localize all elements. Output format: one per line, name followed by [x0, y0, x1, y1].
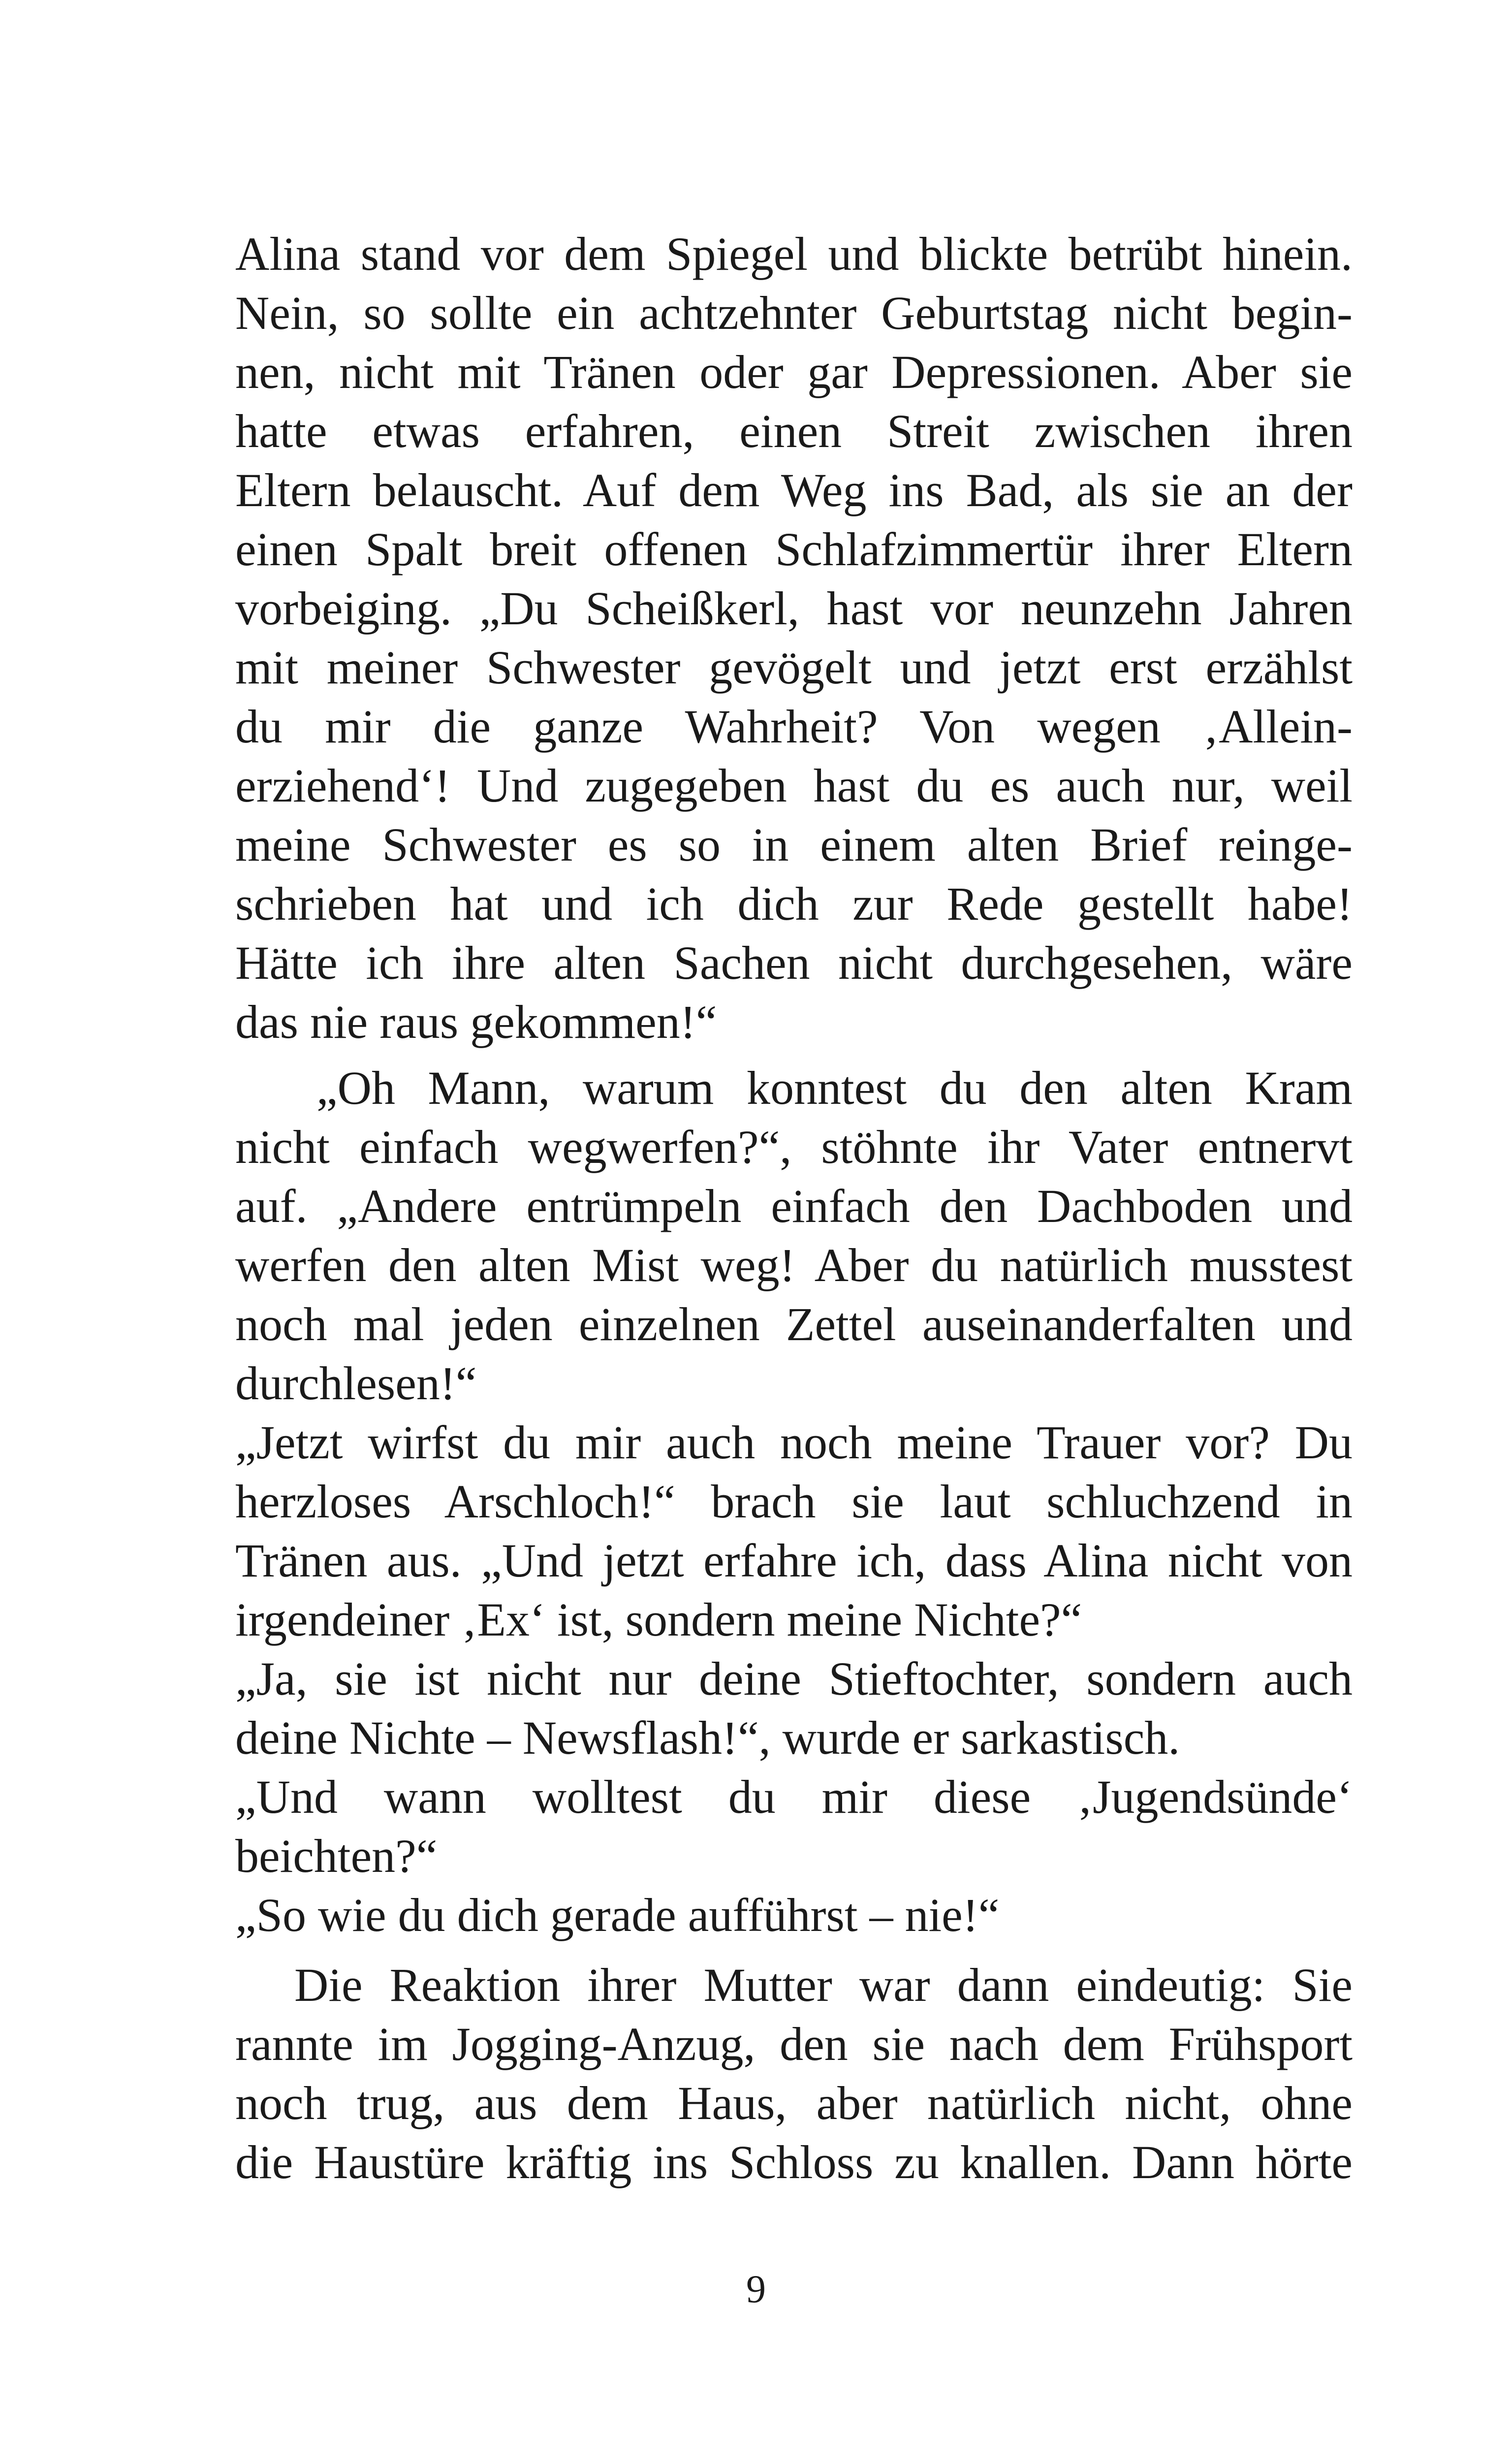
text-line: einen Spalt breit offenen Schlafzimmertür ihrer Eltern — [235, 523, 1353, 576]
text-line: durchlesen!“ — [235, 1357, 477, 1410]
text-line: Nein, so sollte ein achtzehnter Geburtstag nicht begin- — [235, 287, 1353, 339]
text-line: erziehend‘! Und zugegeben hast du es auch nur, weil — [235, 759, 1353, 812]
page-number: 9 — [746, 2268, 766, 2311]
text-line: Eltern belauscht. Auf dem Weg ins Bad, als sie an der — [235, 464, 1353, 516]
text-line: nen, nicht mit Tränen oder gar Depressionen. Aber sie — [235, 346, 1353, 398]
text-line: mit meiner Schwester gevögelt und jetzt erst erzählst — [235, 641, 1353, 694]
text-line: irgendeiner ‚Ex‘ ist, sondern meine Nichte?“ — [235, 1593, 1082, 1646]
text-line: Alina stand vor dem Spiegel und blickte betrübt hinein. — [235, 227, 1353, 280]
text-line: vorbeiging. „Du Scheißkerl, hast vor neunzehn Jahren — [235, 582, 1353, 635]
text-line: hatte etwas erfahren, einen Streit zwischen ihren — [235, 405, 1353, 457]
body-text — [235, 225, 1353, 2192]
text-line: Hätte ich ihre alten Sachen nicht durchgesehen, wäre — [235, 936, 1353, 989]
text-line: „Oh Mann, warum konntest du den alten Kram — [316, 1061, 1353, 1114]
text-line: du mir die ganze Wahrheit? Von wegen ‚Allein- — [235, 700, 1353, 753]
text-line: rannte im Jogging-Anzug, den sie nach dem Frühsport — [235, 2018, 1353, 2070]
text-line: Die Reaktion ihrer Mutter war dann eindeutig: Sie — [294, 1959, 1353, 2011]
text-line: beichten?“ — [235, 1830, 438, 1882]
text-line: noch mal jeden einzelnen Zettel auseinanderfalten und — [235, 1298, 1353, 1350]
text-line: „Jetzt wirfst du mir auch noch meine Trauer vor? Du — [235, 1416, 1353, 1469]
text-line: herzloses Arschloch!“ brach sie laut schluchzend in — [235, 1475, 1353, 1528]
text-line: meine Schwester es so in einem alten Brief reinge- — [235, 818, 1353, 871]
text-line: Tränen aus. „Und jetzt erfahre ich, dass Alina nicht von — [235, 1534, 1353, 1587]
text-line: auf. „Andere entrümpeln einfach den Dachboden und — [235, 1180, 1353, 1232]
text-line: „So wie du dich gerade aufführst – nie!“ — [235, 1889, 1000, 1941]
text-line: schrieben hat und ich dich zur Rede gestellt habe! — [235, 877, 1353, 930]
text-line: die Haustüre kräftig ins Schloss zu knallen. Dann hörte — [235, 2136, 1353, 2188]
text-line: nicht einfach wegwerfen?“, stöhnte ihr Vater entnervt — [235, 1121, 1353, 1173]
text-line: deine Nichte – Newsflash!“, wurde er sarkastisch. — [235, 1711, 1180, 1764]
text-line: werfen den alten Mist weg! Aber du natürlich musstest — [235, 1239, 1353, 1291]
text-line: „Und wann wolltest du mir diese ‚Jugendsünde‘ — [235, 1770, 1353, 1823]
text-line: das nie raus gekommen!“ — [235, 996, 717, 1048]
text-line: „Ja, sie ist nicht nur deine Stieftochter, sondern auch — [235, 1652, 1353, 1705]
text-line: noch trug, aus dem Haus, aber natürlich nicht, ohne — [235, 2077, 1353, 2129]
